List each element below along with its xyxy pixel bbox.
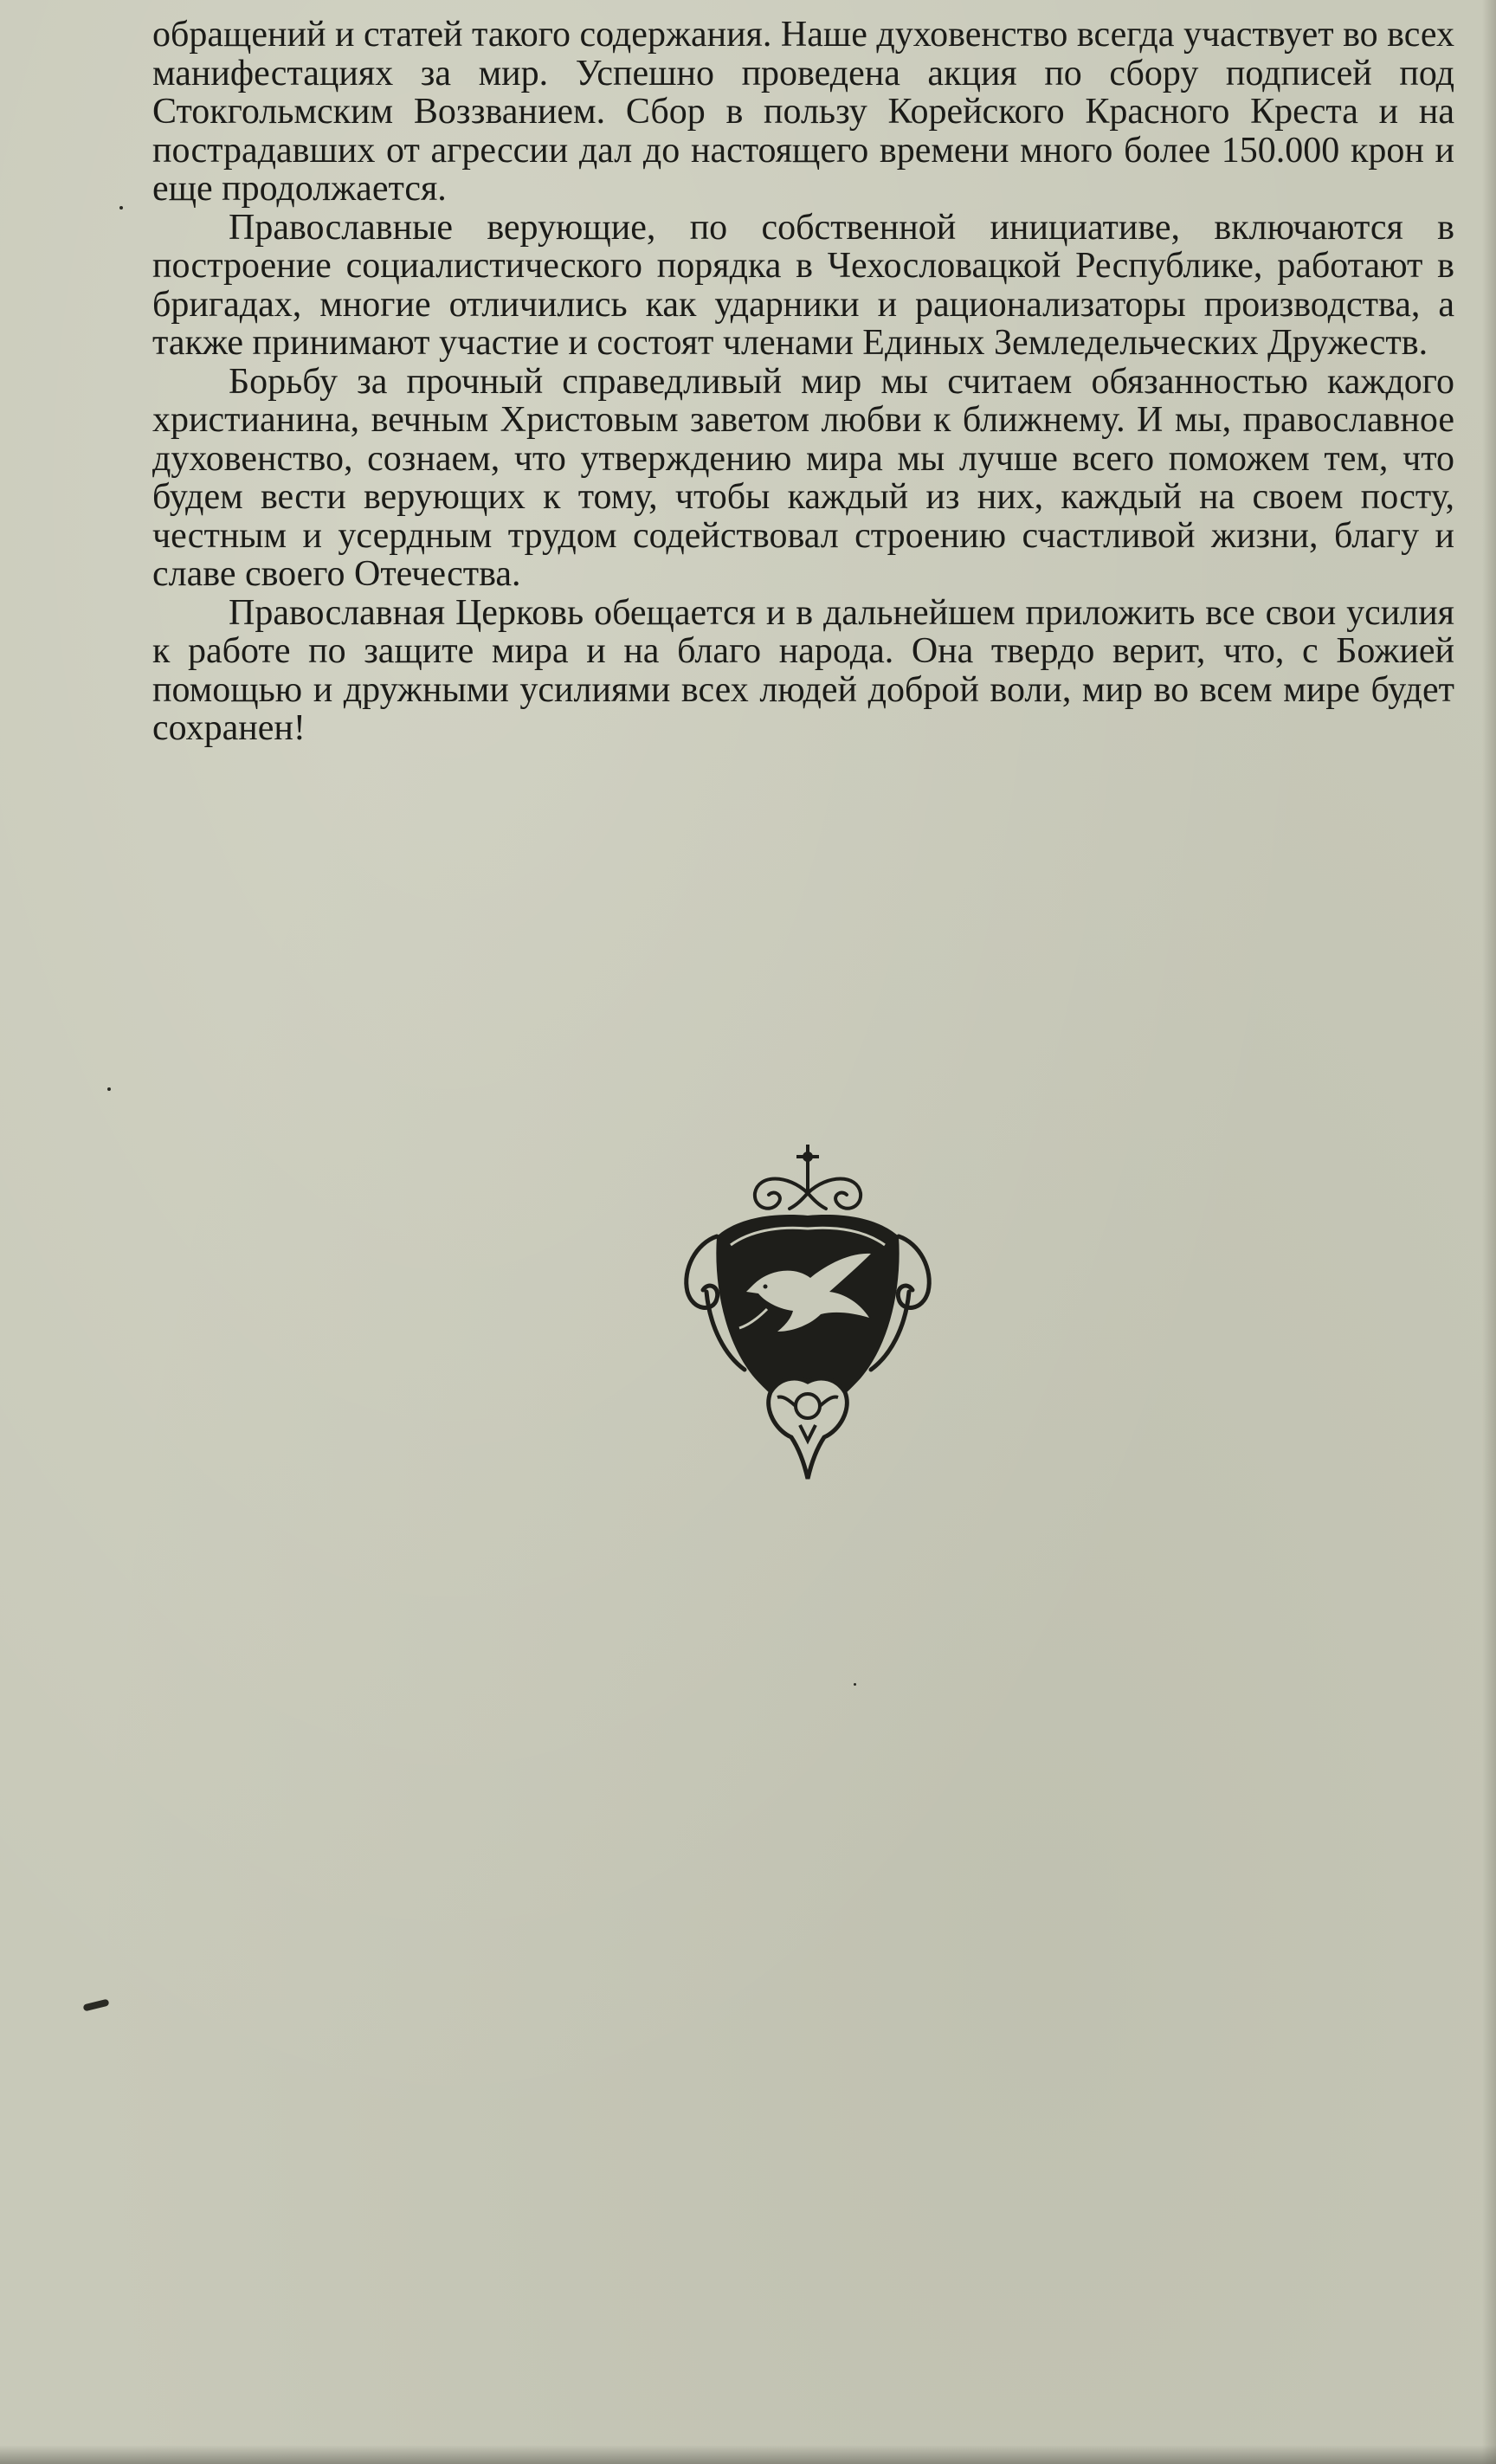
bottom-cartouche — [769, 1378, 848, 1479]
ink-speck — [119, 206, 123, 210]
paragraph-2: Православные верующие, по собственной инициативе, включаются в построение социалистического порядка в Чехословацкой Республике, работают в бригадах, многие отличились как ударники и рационализаторы производства, а также принимают участие и состоят членами Единых Земледельческих Дружеств. — [152, 207, 1454, 363]
paragraph-4: Православная Церковь обещается и в дальнейшем приложить все свои усилия к работе по защите мира и на благо народа. Она твердо верит, что, с Божией помощью и дружными усилиями всех людей доброй воли, мир во всем мире будет сохранен! — [152, 592, 1454, 748]
paragraph-3: Борьбу за прочный справедливый мир мы считаем обязанностью каждого христианина, вечным Христовым заветом любви к ближнему. И мы, православное духовенство, сознаем, что утверждению мира мы лучше всего поможем тем, что будем вести верующих к тому, чтобы каждый из них, каждый на своем посту, честным и усердным трудом содействовал строению счастливой жизни, благу и славе своего Отечества. — [152, 361, 1454, 594]
paragraph-1: обращений и статей такого содержания. Наше духовенство всегда участвует во всех манифестациях за мир. Успешно проведена акция по сбору подписей под Стокгольмским Воззванием. Сбор в пользу Корейского Красного Креста и на пострадавших от агрессии дал до настоящего времени много более 150.000 крон и еще продолжается. — [152, 15, 1454, 209]
ink-speck — [107, 1087, 111, 1091]
page-edge-shadow — [1482, 0, 1496, 2464]
dove-crest-emblem-icon — [675, 1139, 940, 1486]
cross-icon — [796, 1145, 819, 1191]
ink-speck — [854, 1683, 856, 1686]
page-bottom-shadow — [0, 2445, 1496, 2464]
ink-speck — [82, 1998, 109, 2011]
body-text — [152, 16, 1454, 748]
